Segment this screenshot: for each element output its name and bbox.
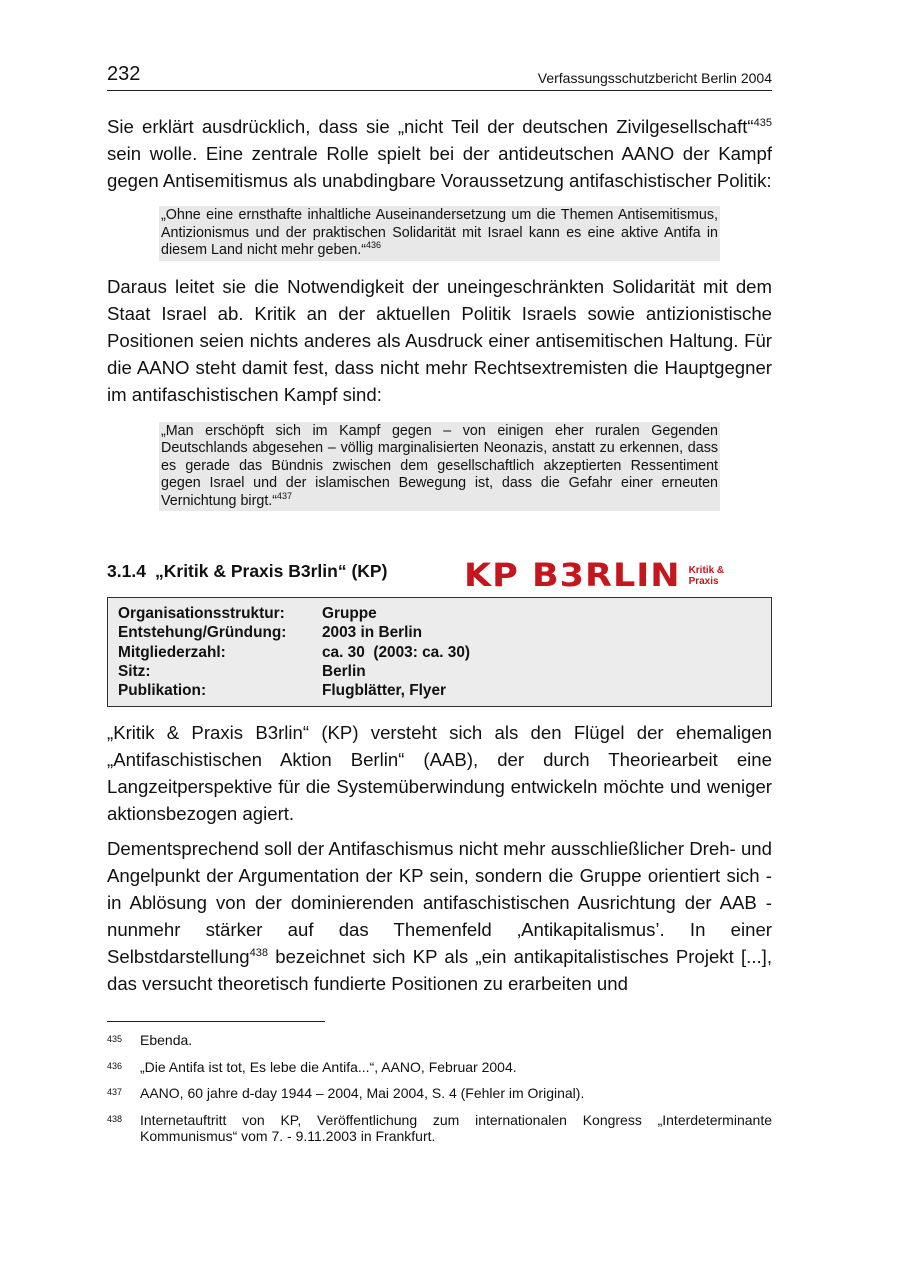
paragraph-1-text-a: Sie erklärt ausdrücklich, dass sie „nicht Teil der deutschen Zivilgesellschaft“ (107, 116, 754, 137)
quote-2-text: „Man erschöpft sich im Kampf gegen – von einigen eher ruralen Gegenden Deutschlands abgesehen – völlig marginalisierten Neonazis, anstatt zu erkennen, dass es gerade das Bündnis zwischen dem gesellschaftlich akzeptierten Ressentiment gegen Israel und der islamischen Bewegung ist, dass die Gefahr einer erneuten Vernichtung birgt.“ (161, 422, 718, 509)
info-row-founding (118, 623, 761, 642)
info-label: Publikation: (118, 682, 207, 700)
info-label: Sitz: (118, 662, 151, 680)
quote-block-1 (159, 206, 720, 261)
section-heading (107, 561, 387, 582)
logo-tagline-line-1: Kritik & (688, 565, 725, 576)
footnote-437 (107, 1085, 772, 1102)
info-value: Berlin (322, 662, 366, 680)
footnote-ref-437[interactable]: 437 (277, 490, 293, 501)
paragraph-3: „Kritik & Praxis B3rlin“ (KP) versteht sich als den Flügel der ehemaligen „Antifaschistischen Aktion Berlin“ (AAB), der durch Theoriearbeit eine Langzeitperspektive für die Systemüberwindung entwickeln möchte und weniger aktionsbezogen agiert. (107, 722, 772, 825)
footnote-number: 435 (107, 1034, 123, 1045)
info-row-structure (118, 604, 761, 623)
footnote-436 (107, 1059, 772, 1076)
kp-berlin-logo (456, 557, 796, 595)
paragraph-2: Daraus leitet sie die Notwendigkeit der uneingeschränkten Solidarität mit dem Staat Israel ab. Kritik an der aktuellen Politik Israels sowie antizionistische Positionen seien nichts anderes als Ausdruck einer antisemitischen Haltung. Für die AANO steht damit fest, dass nicht mehr Rechtsextremisten die Hauptgegner im antifaschistischen Kampf sind: (107, 275, 772, 405)
info-label: Entstehung/Gründung: (118, 624, 287, 642)
section-heading-row (107, 557, 772, 597)
info-value: 2003 in Berlin (322, 624, 423, 642)
footnote-435 (107, 1032, 772, 1049)
footnote-text: „Die Antifa ist tot, Es lebe die Antifa...“, AANO, Februar 2004. (140, 1058, 517, 1075)
paragraph-1 (107, 113, 772, 194)
paragraph-4-text-b: bezeichnet sich KP als „ein antikapitalistisches Projekt [...], das versucht theoretisch fundierte Positionen zu erarbeiten und (107, 946, 772, 995)
section-number: 3.1.4 (107, 561, 146, 581)
footnote-number: 436 (107, 1060, 123, 1071)
info-value: ca. 30 (2003: ca. 30) (322, 643, 471, 661)
document-page (107, 58, 772, 1145)
footnote-text: Ebenda. (140, 1032, 193, 1049)
info-value: Gruppe (322, 605, 377, 622)
footnote-number: 437 (107, 1087, 123, 1098)
footnote-ref-438[interactable]: 438 (249, 947, 268, 960)
info-value: Flugblätter, Flyer (322, 682, 447, 700)
logo-wordmark: KP B3RLIN (464, 557, 681, 595)
section-title: „Kritik & Praxis B3rlin“ (KP) (155, 561, 388, 581)
logo-tagline-line-2: Praxis (688, 576, 719, 587)
info-row-members (118, 643, 761, 662)
info-row-publication (118, 681, 761, 700)
quote-block-2 (159, 422, 720, 512)
footnote-text: Internetauftritt von KP, Veröffentlichung zum internationalen Kongress „Interdeterminante Kommunismus“ vom 7. - 9.11.2003 in Frankfurt. (140, 1111, 772, 1145)
footnote-ref-436[interactable]: 436 (366, 240, 382, 251)
info-label: Organisationsstruktur: (118, 605, 285, 622)
footnote-ref-435[interactable]: 435 (753, 116, 772, 129)
footnote-divider (107, 1021, 325, 1022)
info-row-seat (118, 662, 761, 681)
paragraph-1-text-b: sein wolle. Eine zentrale Rolle spielt bei der antideutschen AANO der Kampf gegen Antisemitismus als unabdingbare Voraussetzung antifaschistischer Politik: (107, 143, 772, 191)
footnote-text: AANO, 60 jahre d-day 1944 – 2004, Mai 2004, S. 4 (Fehler im Original). (140, 1085, 585, 1102)
footnote-438 (107, 1112, 772, 1145)
organisation-info-box (107, 597, 772, 707)
paragraph-4-text-a: Dementsprechend soll der Antifaschismus nicht mehr ausschließlicher Dreh- und Angelpunkt der Argumentation der KP sein, sondern die Gruppe orientiert sich - in Ablösung von der dominierenden antifaschistischen Ausrichtung der AAB - nunmehr stärker auf das Themenfeld ‚Antikapitalismus’. In einer Selbstdarstellung (107, 838, 772, 968)
page-header (107, 58, 772, 91)
info-label: Mitgliederzahl: (118, 643, 226, 661)
paragraph-4 (107, 835, 772, 997)
footnotes (107, 1032, 772, 1145)
running-title: Verfassungsschutzbericht Berlin 2004 (537, 70, 772, 86)
footnote-number: 438 (107, 1113, 123, 1124)
quote-1-text: „Ohne eine ernsthafte inhaltliche Auseinandersetzung um die Themen Antisemitismus, Antizionismus und der praktischen Solidarität mit Israel kann es eine aktive Antifa in diesem Land nicht mehr geben.“ (161, 207, 718, 258)
page-number: 232 (107, 63, 141, 85)
logo-tagline (689, 565, 725, 587)
